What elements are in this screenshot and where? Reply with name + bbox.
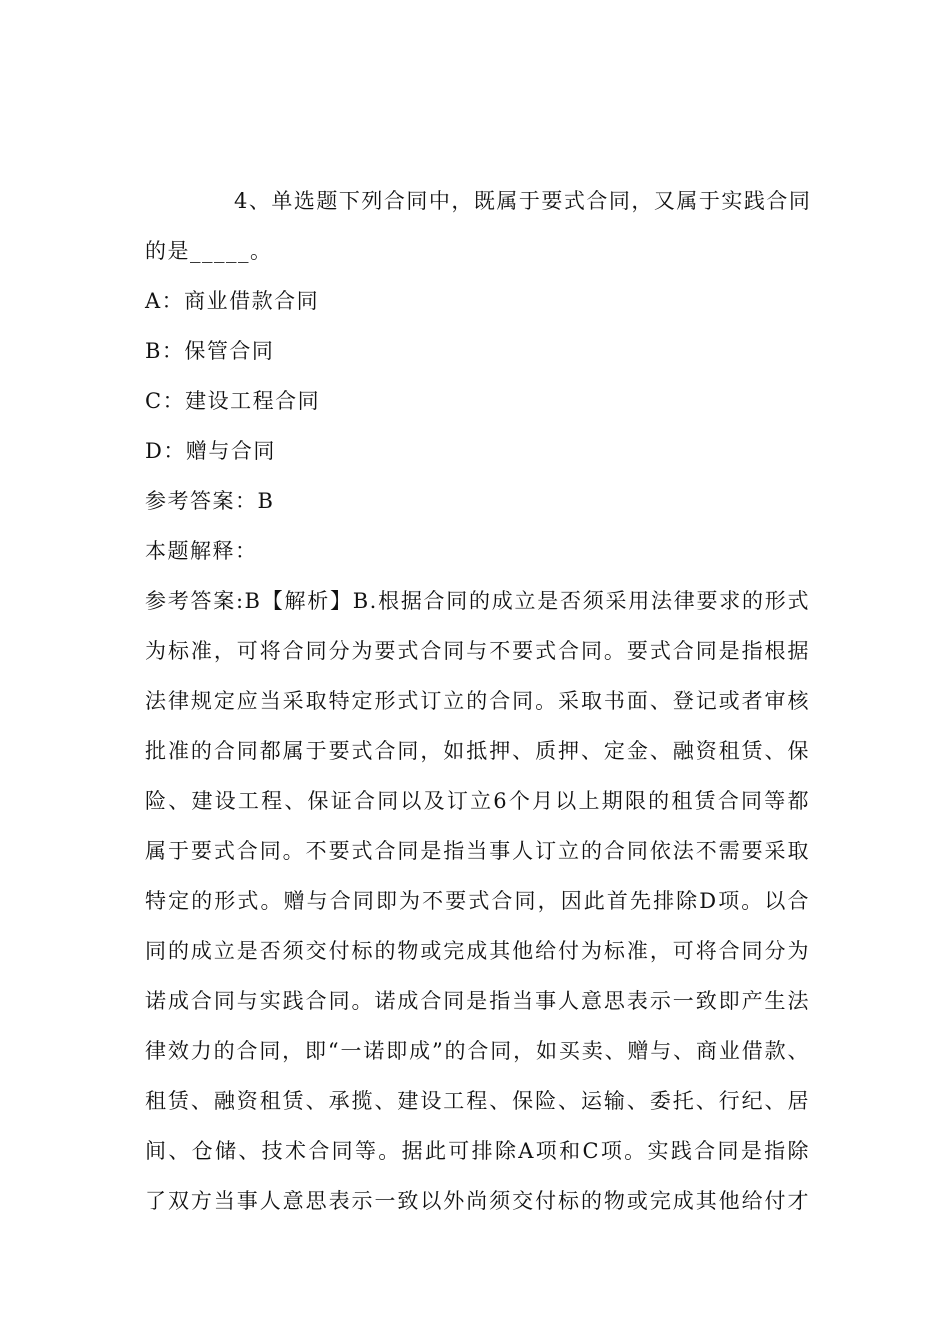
explanation-line: 同的成立是否须交付标的物或完成其他给付为标准，可将合同分为 xyxy=(145,939,810,963)
explanation-line: 属于要式合同。不要式合同是指当事人订立的合同依法不需要采取 xyxy=(145,839,810,863)
explanation-line: 为标准，可将合同分为要式合同与不要式合同。要式合同是指根据 xyxy=(145,639,810,663)
explanation-line: 法律规定应当采取特定形式订立的合同。采取书面、登记或者审核 xyxy=(145,689,810,713)
explanation-line: 批准的合同都属于要式合同，如抵押、质押、定金、融资租赁、保 xyxy=(145,739,810,763)
explanation-label: 本题解释： xyxy=(145,539,258,563)
explanation-line: 特定的形式。赠与合同即为不要式合同，因此首先排除D项。以合 xyxy=(145,889,810,913)
reference-answer: 参考答案：B xyxy=(145,489,275,513)
explanation-line: 诺成合同与实践合同。诺成合同是指当事人意思表示一致即产生法 xyxy=(145,989,810,1013)
option-b: B：保管合同 xyxy=(145,339,275,363)
explanation-line: 间、仓储、技术合同等。据此可排除A项和C项。实践合同是指除 xyxy=(145,1139,810,1163)
question-stem-line-2: 的是_____。 xyxy=(145,239,273,263)
option-c: C：建设工程合同 xyxy=(145,389,321,413)
explanation-line: 律效力的合同，即“一诺即成”的合同，如买卖、赠与、商业借款、 xyxy=(145,1039,810,1063)
explanation-line: 参考答案:B【解析】B.根据合同的成立是否须采用法律要求的形式 xyxy=(145,589,810,613)
option-a: A：商业借款合同 xyxy=(145,289,320,313)
explanation-line: 了双方当事人意思表示一致以外尚须交付标的物或完成其他给付才 xyxy=(145,1189,810,1213)
question-content xyxy=(145,181,810,1231)
option-d: D：赠与合同 xyxy=(145,439,276,463)
explanation-line: 租赁、融资租赁、承揽、建设工程、保险、运输、委托、行纪、居 xyxy=(145,1089,810,1113)
explanation-line: 险、建设工程、保证合同以及订立6个月以上期限的租赁合同等都 xyxy=(145,789,810,813)
question-stem-line-1: 4、单选题下列合同中，既属于要式合同，又属于实践合同 xyxy=(234,189,812,213)
